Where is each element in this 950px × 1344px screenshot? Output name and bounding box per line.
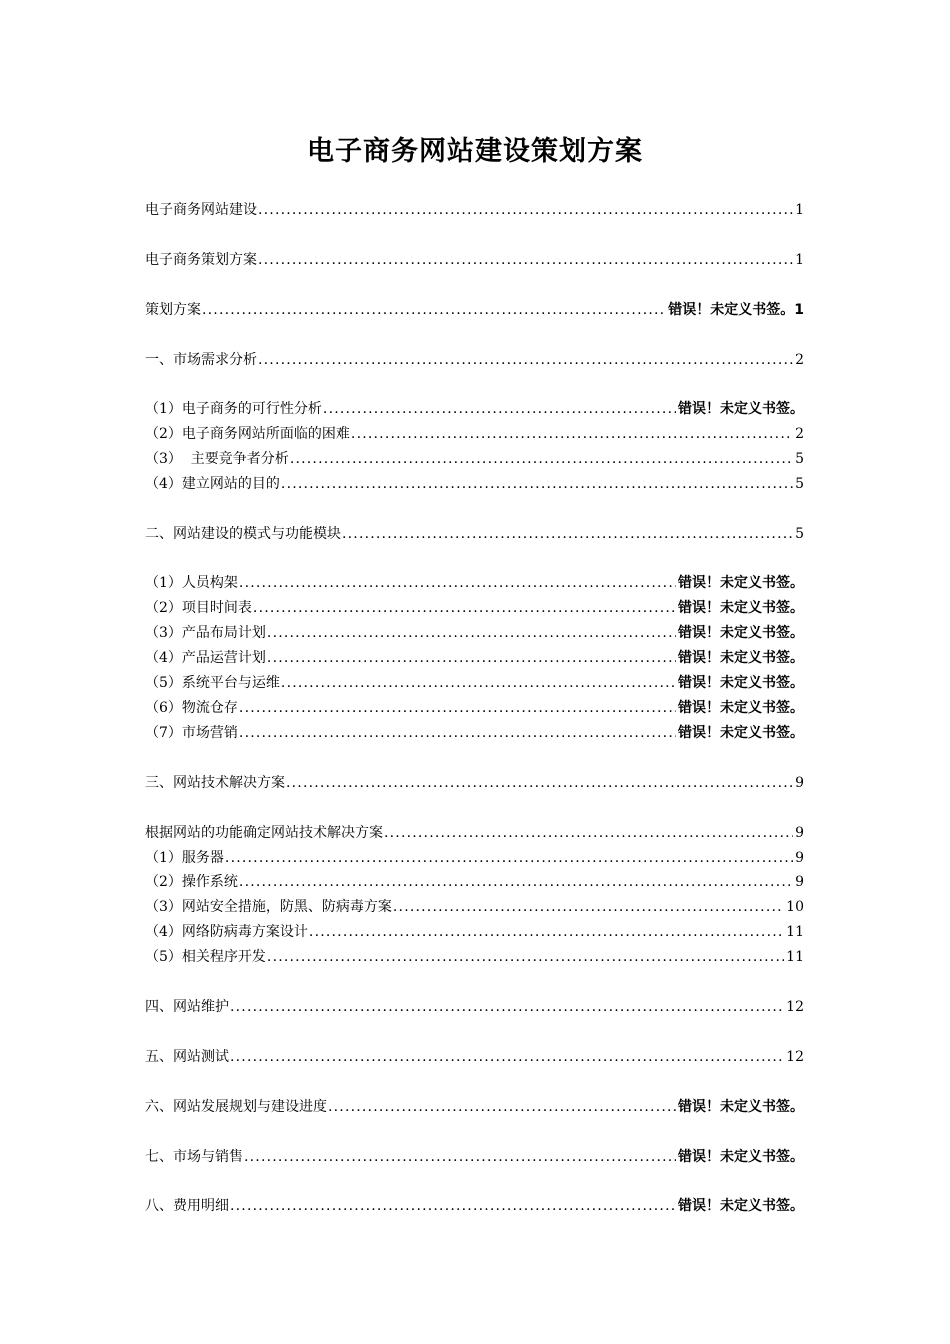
toc-entry-label: （4）建立网站的目的 bbox=[145, 476, 280, 492]
toc-entry-page: 11 bbox=[786, 924, 804, 940]
toc-leader-dots bbox=[280, 671, 676, 695]
toc-leader-dots bbox=[201, 298, 666, 322]
toc-leader-dots bbox=[266, 621, 676, 645]
toc-entry-page: 1 bbox=[795, 252, 804, 268]
toc-leader-dots bbox=[257, 348, 793, 372]
toc-leader-dots bbox=[257, 248, 793, 272]
toc-leader-dots bbox=[280, 472, 793, 496]
toc-entry-label: （3） 主要竞争者分析 bbox=[145, 451, 289, 467]
toc-entry-label: 一、市场需求分析 bbox=[145, 352, 257, 368]
toc-entry[interactable] bbox=[145, 870, 804, 894]
toc-leader-dots bbox=[285, 771, 793, 795]
toc-entry-label: 四、网站维护 bbox=[145, 999, 229, 1015]
toc-entry[interactable] bbox=[145, 995, 804, 1019]
toc-entry-label: （1）人员构架 bbox=[145, 575, 238, 591]
toc-entry-page: 错误！未定义书签。 bbox=[678, 1099, 804, 1115]
toc-entry-page: 9 bbox=[795, 850, 804, 866]
toc-entry-label: 六、网站发展规划与建设进度 bbox=[145, 1099, 327, 1115]
toc-entry-page: 9 bbox=[795, 825, 804, 841]
toc-entry-page: 5 bbox=[795, 451, 804, 467]
toc-leader-dots bbox=[322, 397, 676, 421]
toc-leader-dots bbox=[243, 1145, 676, 1169]
toc-entry[interactable] bbox=[145, 1045, 804, 1069]
toc-entry-label: 五、网站测试 bbox=[145, 1049, 229, 1065]
toc-entry-label: 电子商务策划方案 bbox=[145, 252, 257, 268]
toc-entry[interactable] bbox=[145, 198, 804, 222]
toc-entry-page: 5 bbox=[795, 476, 804, 492]
toc-entry[interactable] bbox=[145, 1095, 804, 1119]
toc-leader-dots bbox=[238, 571, 676, 595]
toc-entry-page: 错误！未定义书签。1 bbox=[668, 302, 804, 318]
toc-entry-label: （1）服务器 bbox=[145, 850, 224, 866]
toc-leader-dots bbox=[266, 646, 676, 670]
toc-leader-dots bbox=[229, 1194, 676, 1218]
toc-leader-dots bbox=[252, 596, 676, 620]
toc-entry-page: 错误！未定义书签。 bbox=[678, 700, 804, 716]
toc-entry[interactable] bbox=[145, 422, 804, 446]
toc-entry-page: 10 bbox=[786, 899, 804, 915]
toc-leader-dots bbox=[238, 870, 793, 894]
toc-leader-dots bbox=[327, 1095, 676, 1119]
toc-entry[interactable] bbox=[145, 671, 804, 695]
toc-entry-label: （4）网络防病毒方案设计 bbox=[145, 924, 308, 940]
toc-leader-dots bbox=[341, 522, 793, 546]
toc-entry-label: （4）产品运营计划 bbox=[145, 650, 266, 666]
toc-entry-page: 错误！未定义书签。 bbox=[678, 575, 804, 591]
toc-entry-page: 1 bbox=[795, 202, 804, 218]
toc-entry-label: （7）市场营销 bbox=[145, 725, 238, 741]
toc-entry-page: 错误！未定义书签。 bbox=[678, 600, 804, 616]
toc-entry-label: 八、费用明细 bbox=[145, 1198, 229, 1214]
toc-entry-page: 错误！未定义书签。 bbox=[678, 725, 804, 741]
toc-entry[interactable] bbox=[145, 472, 804, 496]
toc-leader-dots bbox=[350, 422, 793, 446]
toc-entry-page: 9 bbox=[795, 775, 804, 791]
toc-entry[interactable] bbox=[145, 621, 804, 645]
toc-entry-label: （2）电子商务网站所面临的困难 bbox=[145, 426, 350, 442]
toc-entry[interactable] bbox=[145, 298, 804, 322]
toc-entry[interactable] bbox=[145, 397, 804, 421]
toc-entry[interactable] bbox=[145, 696, 804, 720]
toc-leader-dots bbox=[224, 846, 793, 870]
toc-entry-page: 9 bbox=[795, 874, 804, 890]
toc-leader-dots bbox=[257, 198, 793, 222]
toc-entry[interactable] bbox=[145, 348, 804, 372]
toc-entry[interactable] bbox=[145, 571, 804, 595]
toc-entry-page: 错误！未定义书签。 bbox=[678, 650, 804, 666]
toc-entry-label: 根据网站的功能确定网站技术解决方案 bbox=[145, 825, 383, 841]
toc-entry-label: 七、市场与销售 bbox=[145, 1149, 243, 1165]
toc-entry[interactable] bbox=[145, 920, 804, 944]
toc-entry-label: （1）电子商务的可行性分析 bbox=[145, 401, 322, 417]
toc-entry-label: （3）网站安全措施，防黑、防病毒方案 bbox=[145, 899, 392, 915]
toc-entry-label: （5）系统平台与运维 bbox=[145, 675, 280, 691]
toc-leader-dots bbox=[229, 995, 784, 1019]
toc-leader-dots bbox=[383, 821, 793, 845]
toc-entry[interactable] bbox=[145, 1194, 804, 1218]
toc-entry[interactable] bbox=[145, 846, 804, 870]
toc-entry-page: 错误！未定义书签。 bbox=[678, 1149, 804, 1165]
toc-entry[interactable] bbox=[145, 646, 804, 670]
toc-entry-label: （2）项目时间表 bbox=[145, 600, 252, 616]
toc-entry[interactable] bbox=[145, 945, 804, 969]
toc-leader-dots bbox=[308, 920, 784, 944]
toc-entry[interactable] bbox=[145, 895, 804, 919]
toc-entry-label: （3）产品布局计划 bbox=[145, 625, 266, 641]
document-title: 电子商务网站建设策划方案 bbox=[307, 136, 643, 167]
toc-entry-label: （2）操作系统 bbox=[145, 874, 238, 890]
toc-entry-label: 二、网站建设的模式与功能模块 bbox=[145, 526, 341, 542]
toc-leader-dots bbox=[238, 696, 676, 720]
toc-entry-page: 11 bbox=[786, 949, 804, 965]
toc-entry-label: （5）相关程序开发 bbox=[145, 949, 266, 965]
toc-entry[interactable] bbox=[145, 821, 804, 845]
toc-leader-dots bbox=[392, 895, 784, 919]
toc-entry-page: 12 bbox=[786, 1049, 804, 1065]
toc-entry[interactable] bbox=[145, 721, 804, 745]
toc-entry-page: 错误！未定义书签。 bbox=[678, 401, 804, 417]
toc-entry[interactable] bbox=[145, 771, 804, 795]
toc-entry-label: 电子商务网站建设 bbox=[145, 202, 257, 218]
toc-entry-page: 2 bbox=[795, 352, 804, 368]
toc-entry[interactable] bbox=[145, 1145, 804, 1169]
toc-entry-page: 错误！未定义书签。 bbox=[678, 625, 804, 641]
toc-entry-label: 三、网站技术解决方案 bbox=[145, 775, 285, 791]
toc-entry-page: 12 bbox=[786, 999, 804, 1015]
toc-entry[interactable] bbox=[145, 522, 804, 546]
toc-entry-label: 策划方案 bbox=[145, 302, 201, 318]
toc-entry-page: 5 bbox=[795, 526, 804, 542]
toc-leader-dots bbox=[229, 1045, 784, 1069]
toc-leader-dots bbox=[238, 721, 676, 745]
toc-entry[interactable] bbox=[145, 447, 804, 471]
toc-entry[interactable] bbox=[145, 596, 804, 620]
toc-entry-label: （6）物流仓存 bbox=[145, 700, 238, 716]
toc-leader-dots bbox=[289, 447, 793, 471]
toc-leader-dots bbox=[266, 945, 784, 969]
toc-entry-page: 错误！未定义书签。 bbox=[678, 675, 804, 691]
toc-entry[interactable] bbox=[145, 248, 804, 272]
toc-entry-page: 2 bbox=[795, 426, 804, 442]
toc-entry-page: 错误！未定义书签。 bbox=[678, 1198, 804, 1214]
